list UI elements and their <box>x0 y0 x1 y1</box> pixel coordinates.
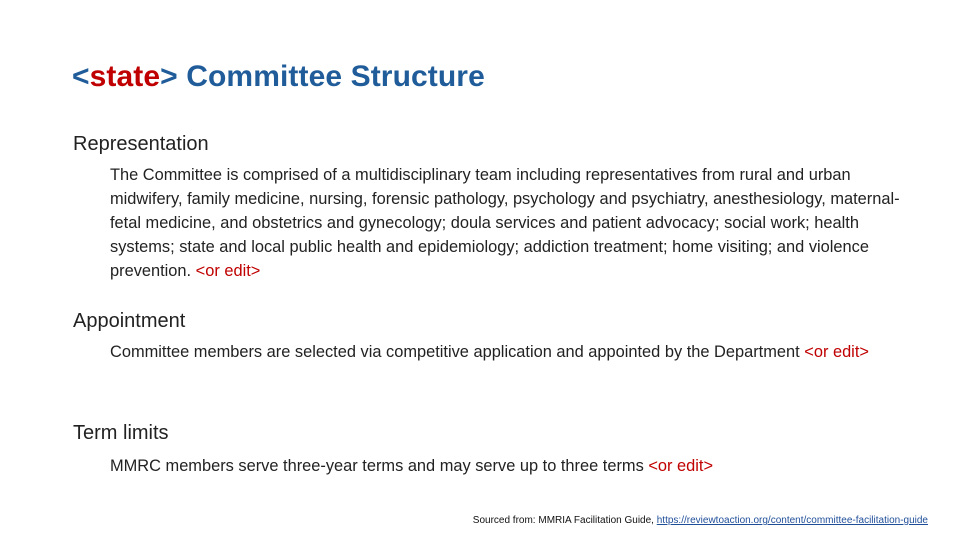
section-body-representation <box>110 163 900 283</box>
section-heading-representation: Representation <box>73 133 209 155</box>
representation-edit-placeholder: <or edit> <box>195 262 261 280</box>
representation-text: The Committee is comprised of a multidisciplinary team including representatives from rural and urban midwifery, family medicine, nursing, forensic pathology, psychology and psychiatry, anesthesiology, maternal-fetal medicine, and obstetrics and gynecology; doula services and patient advocacy; social work; health systems; state and local public health and epidemiology; addiction treatment; home visiting; and violence prevention. <box>110 166 900 280</box>
title-rest: Committee Structure <box>177 60 485 93</box>
section-heading-appointment: Appointment <box>73 310 186 332</box>
title-close-bracket: > <box>160 60 178 93</box>
source-prefix: Sourced from: MMRIA Facilitation Guide, <box>472 515 657 526</box>
appointment-text: Committee members are selected via competitive application and appointed by the Department <box>110 343 800 361</box>
term-limits-edit-placeholder: <or edit> <box>648 457 714 475</box>
section-body-term-limits <box>110 454 900 478</box>
source-link[interactable]: https://reviewtoaction.org/content/committee-facilitation-guide <box>656 515 928 526</box>
title-state-placeholder: state <box>89 60 161 93</box>
slide-title <box>72 60 485 94</box>
appointment-edit-placeholder: <or edit> <box>804 343 869 361</box>
title-open-bracket: < <box>72 60 90 93</box>
term-limits-text: MMRC members serve three-year terms and may serve up to three terms <box>110 457 644 475</box>
section-body-appointment <box>110 340 900 364</box>
section-heading-term-limits: Term limits <box>73 422 169 444</box>
source-citation <box>473 515 928 526</box>
